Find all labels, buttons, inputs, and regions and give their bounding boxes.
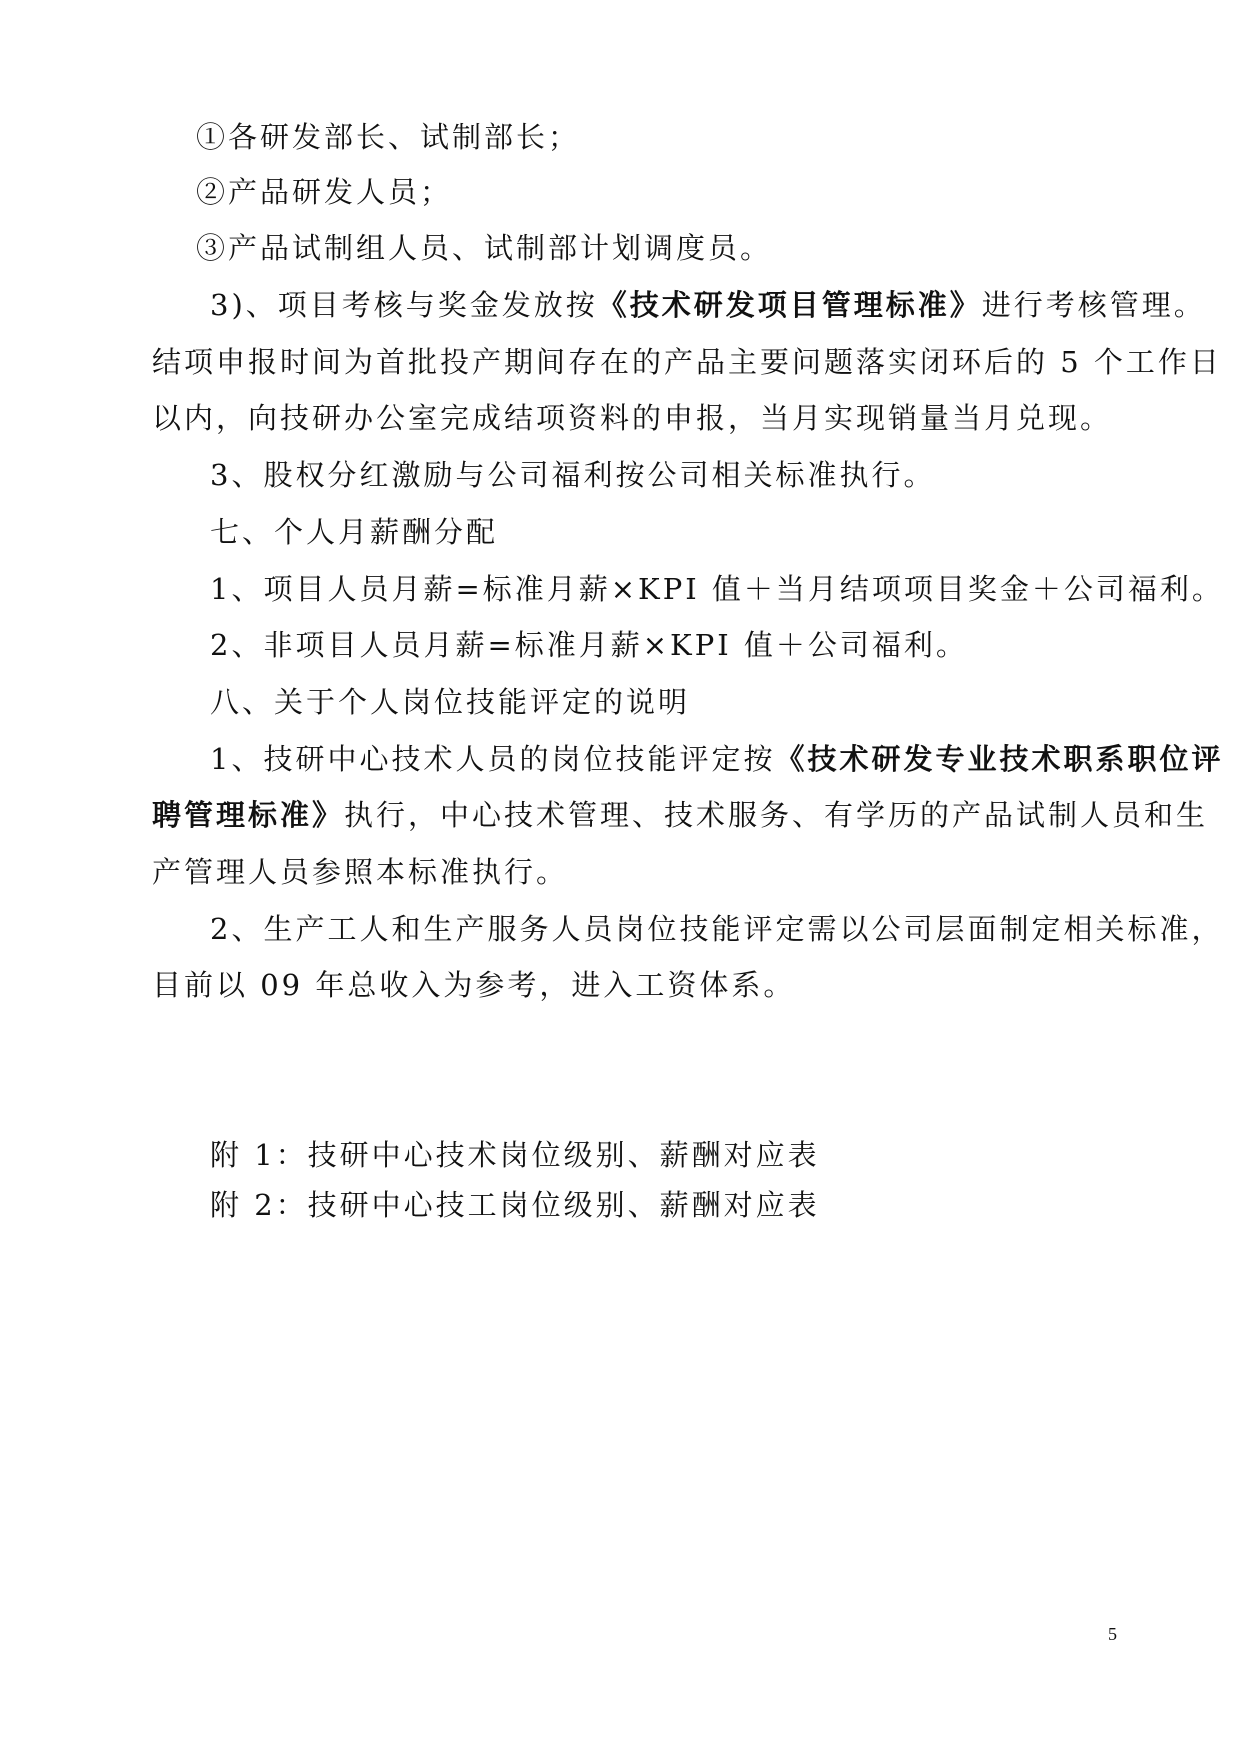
standard-reference: 聘管理标准》 xyxy=(152,798,345,832)
paragraph-text: 进行考核管理。 xyxy=(981,288,1206,322)
salary-formula-2: 2、非项目人员月薪=标准月薪×KPI 值＋公司福利。 xyxy=(210,628,968,662)
appendix-1: 附 1：技研中心技术岗位级别、薪酬对应表 xyxy=(210,1138,820,1172)
section-heading-7: 七、个人月薪酬分配 xyxy=(210,515,499,549)
paragraph-text: 1、技研中心技术人员的岗位技能评定按 xyxy=(210,742,776,776)
paragraph-line: 结项申报时间为首批投产期间存在的产品主要问题落实闭环后的 5 个工作日 xyxy=(152,345,1222,379)
paragraph-line: 以内，向技研办公室完成结项资料的申报，当月实现销量当月兑现。 xyxy=(152,401,1113,435)
paragraph-line: 目前以 09 年总收入为参考，进入工资体系。 xyxy=(152,968,796,1002)
paragraph-project-assessment xyxy=(210,285,1206,325)
paragraph-line: 产管理人员参照本标准执行。 xyxy=(152,855,569,889)
paragraph-worker-evaluation: 2、生产工人和生产服务人员岗位技能评定需以公司层面制定相关标准， xyxy=(210,912,1224,946)
paragraph-line xyxy=(152,795,1208,835)
role-item-3: ③产品试制组人员、试制部计划调度员。 xyxy=(196,231,773,265)
role-item-2: ②产品研发人员； xyxy=(196,175,453,209)
paragraph-text: 执行，中心技术管理、技术服务、有学历的产品试制人员和生 xyxy=(344,798,1209,832)
role-item-1: ①各研发部长、试制部长； xyxy=(196,120,581,154)
paragraph-equity: 3、股权分红激励与公司福利按公司相关标准执行。 xyxy=(210,458,936,492)
section-heading-8: 八、关于个人岗位技能评定的说明 xyxy=(210,685,691,719)
page-number: 5 xyxy=(1108,1624,1117,1644)
salary-formula-1: 1、项目人员月薪=标准月薪×KPI 值＋当月结项项目奖金＋公司福利。 xyxy=(210,572,1224,606)
paragraph-skill-evaluation xyxy=(210,739,1223,779)
appendix-2: 附 2：技研中心技工岗位级别、薪酬对应表 xyxy=(210,1188,820,1222)
standard-reference: 《技术研发专业技术职系职位评 xyxy=(775,742,1224,776)
standard-reference: 《技术研发项目管理标准》 xyxy=(597,288,982,322)
paragraph-text: 3)、项目考核与奖金发放按 xyxy=(210,288,598,322)
